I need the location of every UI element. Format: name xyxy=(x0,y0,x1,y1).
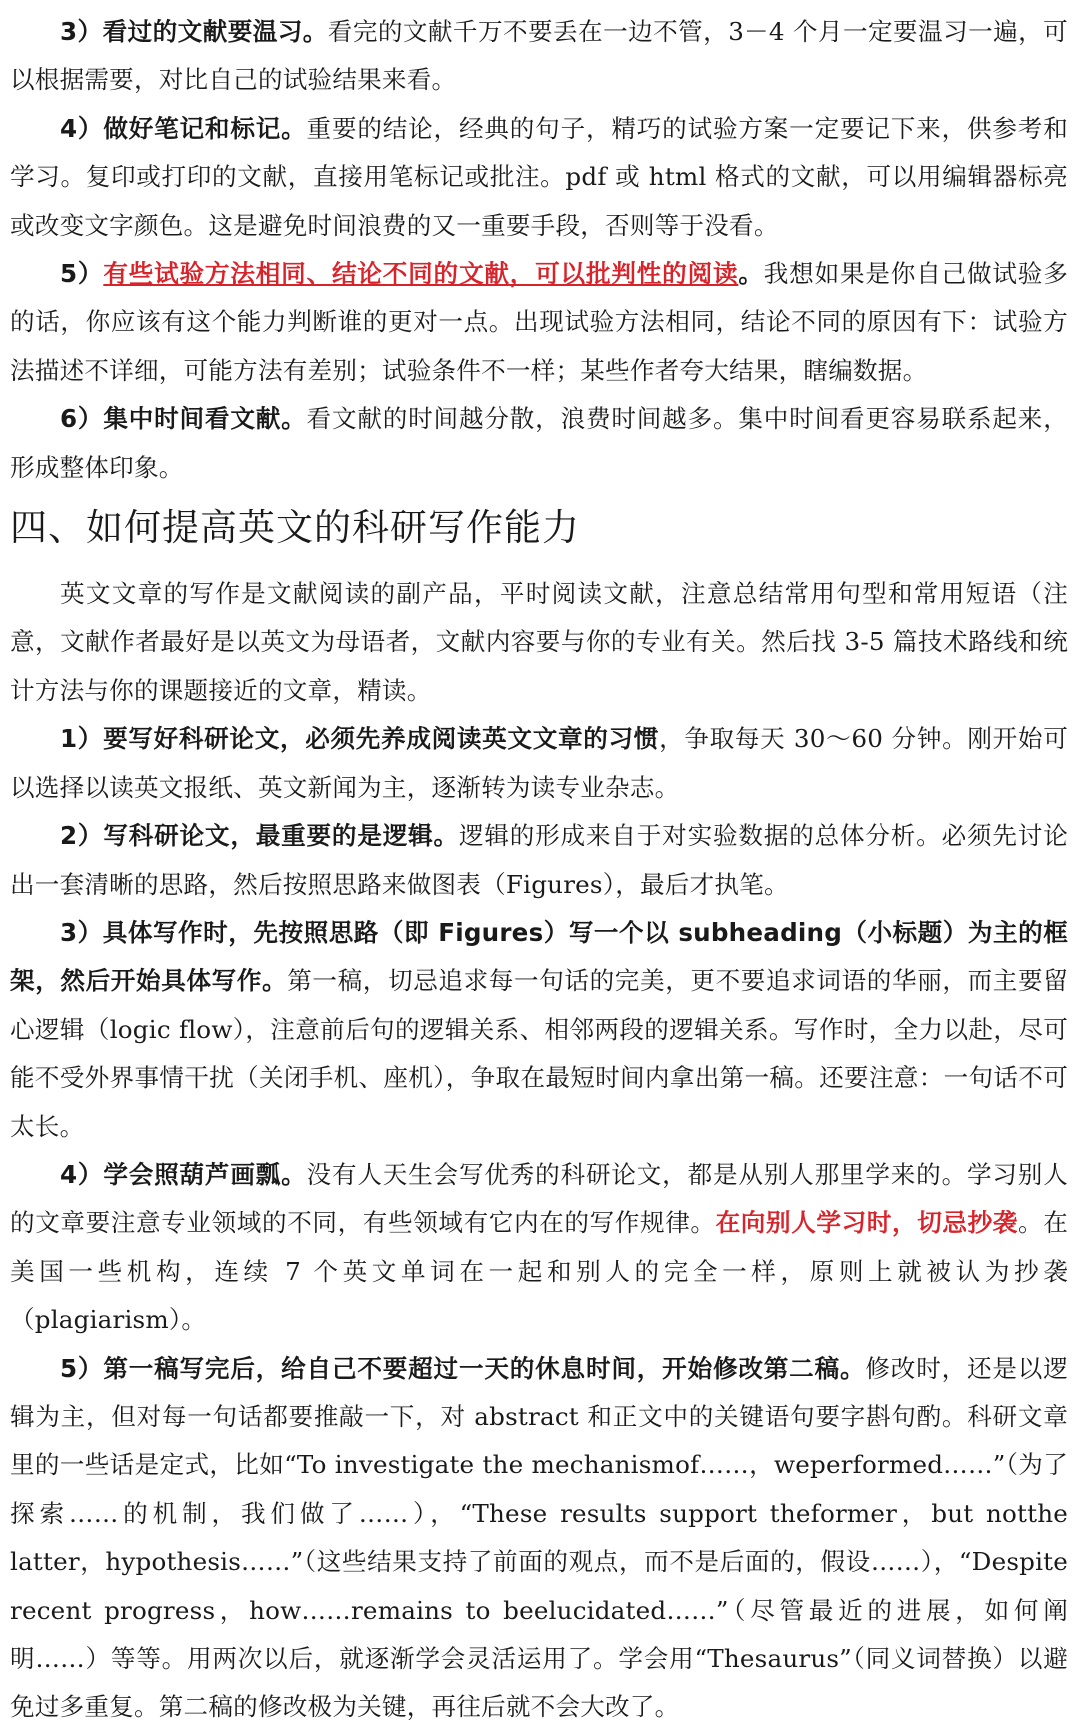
item-body: 逻辑的形成来自于对实验数据的总体分析。必须先讨论出一套清晰的思路，然后按照思路来做图表（Figures），最后才执笔。 xyxy=(10,821,1068,899)
item-logic xyxy=(10,812,1068,909)
paragraph-critical-reading xyxy=(10,250,1068,395)
paragraph-body: 看完的文献千万不要丢在一边不管，3－4 个月一定要温习一遍，可以根据需要，对比自己的试验结果来看。 xyxy=(10,17,1068,95)
item-tail: 。在美国一些机构，连续 7 个英文单词在一起和别人的完全一样，原则上就被认为抄袭（plagiarism）。 xyxy=(10,1208,1068,1335)
item-imitation xyxy=(10,1151,1068,1345)
paragraph-dot: 。 xyxy=(738,259,764,289)
paragraph-lead-highlight: 有些试验方法相同、结论不同的文献，可以批判性的阅读 xyxy=(103,259,739,289)
paragraph-lead: 3）看过的文献要温习。 xyxy=(60,17,328,46)
paragraph-lead: 4）做好笔记和标记。 xyxy=(60,113,307,143)
item-body: ，争取每天 30～60 分钟。刚开始可以选择以读英文报纸、英文新闻为主，逐渐转为读专业杂志。 xyxy=(10,724,1068,802)
paragraph-body: 我想如果是你自己做试验多的话，你应该有这个能力判断谁的更对一点。出现试验方法相同，结论不同的原因有下：试验方法描述不详细，可能方法有差别；试验条件不一样；某些作者夸大结果，瞎编数据。 xyxy=(10,259,1068,385)
item-lead: 4）学会照葫芦画瓢。 xyxy=(60,1159,307,1189)
item-body: 修改时，还是以逻辑为主，但对每一句话都要推敲一下，对 abstract 和正文中的关键语句要字斟句酌。科研文章里的一些话是定式，比如“To investigate the mechanismof……，weperformed……”（为了探索……的机制，我们做了……），“These results support theformer，but notthe latter，hypothesis……”（这些结果支持了前面的观点，而不是后面的，假设……），“Despite recent progress，how……remains to beelucidated……”（尽管最近的进展，如何阐明……）等等。用两次以后，就逐渐学会灵活运用了。学会用“Thesaurus”（同义词替换）以避免过多重复。第二稿的修改极为关键，再往后就不会大改了。 xyxy=(10,1353,1068,1722)
paragraph-number: 5） xyxy=(60,259,104,289)
item-reading-habit xyxy=(10,715,1068,812)
item-lead: 3）具体写作时，先按照思路（即 Figures）写一个以 subheading（小标题）为主的框架，然后开始具体写作。 xyxy=(10,917,1068,996)
item-lead: 1）要写好科研论文，必须先养成阅读英文文章的习惯 xyxy=(60,724,660,754)
item-lead: 5）第一稿写完后，给自己不要超过一天的休息时间，开始修改第二稿。 xyxy=(60,1353,866,1383)
paragraph-review xyxy=(10,8,1068,105)
paragraph-lead: 6）集中时间看文献。 xyxy=(60,404,307,434)
paragraph-notes xyxy=(10,105,1068,250)
paragraph-focused-time xyxy=(10,395,1068,492)
item-warning-highlight: 在向别人学习时，切忌抄袭 xyxy=(715,1208,1018,1238)
item-body: 没有人天生会写优秀的科研论文，都是从别人那里学来的。学习别人的文章要注意专业领域的不同，有些领域有它内在的写作规律。 xyxy=(10,1159,1068,1238)
paragraph-body: 看文献的时间越分散，浪费时间越多。集中时间看更容易联系起来，形成整体印象。 xyxy=(10,404,1068,482)
paragraph-intro: 英文文章的写作是文献阅读的副产品，平时阅读文献，注意总结常用句型和常用短语（注意，文献作者最好是以英文为母语者，文献内容要与你的专业有关。然后找 3-5 篇技术路线和统计方法与你的课题接近的文章，精读。 xyxy=(10,579,1068,705)
item-framework xyxy=(10,909,1068,1151)
section-heading: 四、如何提高英文的科研写作能力 xyxy=(10,506,580,550)
paragraph-body: 重要的结论，经典的句子，精巧的试验方案一定要记下来，供参考和学习。复印或打印的文献，直接用笔标记或批注。pdf 或 html 格式的文献，可以用编辑器标亮或改变文字颜色。这是避免时间浪费的又一重要手段，否则等于没看。 xyxy=(10,113,1068,240)
item-second-draft xyxy=(10,1345,1068,1732)
item-body: 第一稿，切忌追求每一句话的完美，更不要追求词语的华丽，而主要留心逻辑（logic flow），注意前后句的逻辑关系、相邻两段的逻辑关系。写作时，全力以赴，尽可能不受外界事情干扰（关闭手机、座机），争取在最短时间内拿出第一稿。还要注意：一句话不可太长。 xyxy=(10,966,1068,1141)
item-lead: 2）写科研论文，最重要的是逻辑。 xyxy=(60,821,459,851)
